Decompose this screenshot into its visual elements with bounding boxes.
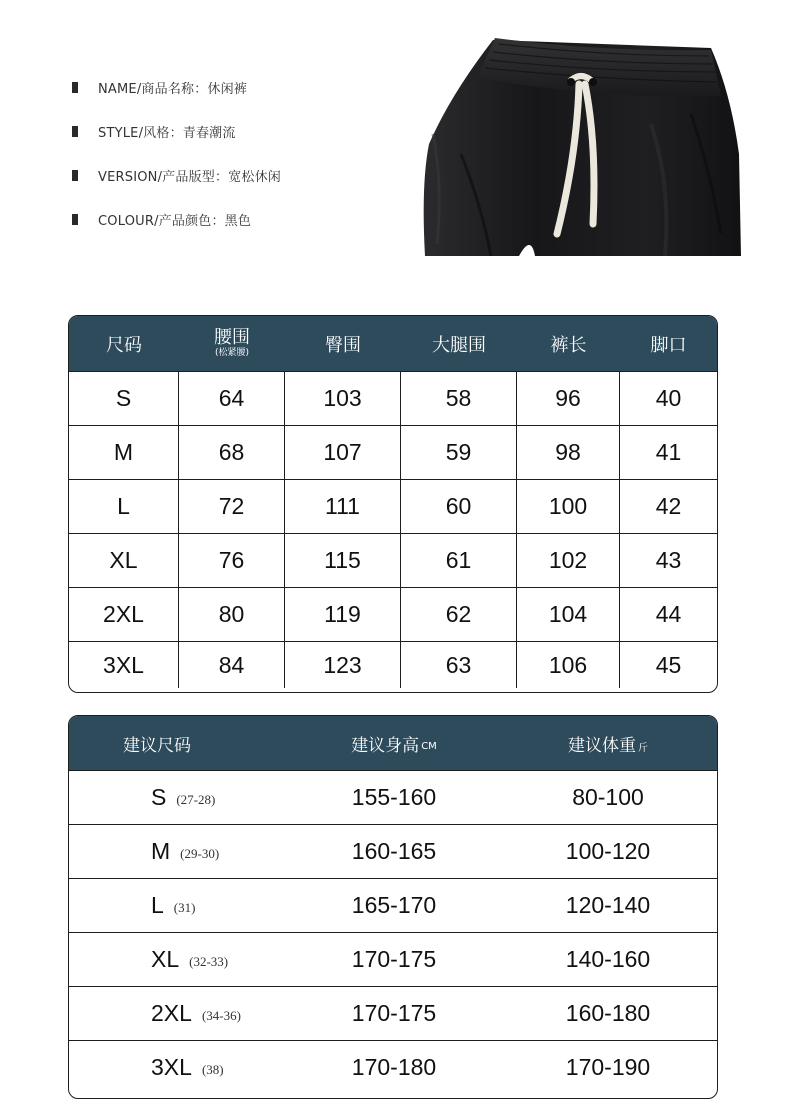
- product-photo: [421, 34, 741, 256]
- table-row: [69, 825, 717, 879]
- cell-weight: 120-140: [565, 892, 651, 918]
- cell-waist: 80: [218, 601, 245, 627]
- cell-height: 165-170: [351, 892, 437, 918]
- waist-note: (松紧腰): [214, 348, 250, 358]
- cell-hem: 42: [655, 493, 682, 519]
- cell-hip: 123: [323, 651, 362, 678]
- cell-length: 104: [548, 601, 588, 627]
- cell-hem: 44: [655, 601, 682, 627]
- cell-waist: 72: [218, 493, 245, 519]
- cell-weight: 100-120: [565, 838, 651, 864]
- cell-height: 155-160: [351, 784, 437, 810]
- info-text: NAME/商品名称：休闲裤: [98, 81, 248, 97]
- recommend-table-header: [69, 716, 717, 771]
- cell-length: 98: [555, 439, 581, 465]
- cell-waist: 84: [218, 651, 245, 678]
- info-row-name: [72, 76, 247, 98]
- table-row: [69, 1041, 717, 1094]
- cell-hem: 45: [655, 651, 682, 678]
- info-text: VERSION/产品版型：宽松休闲: [98, 169, 281, 185]
- header-recommend-weight: 建议体重 斤: [568, 735, 648, 756]
- recommend-table: [68, 715, 718, 1099]
- table-row: [69, 879, 717, 933]
- table-row: [69, 987, 717, 1041]
- cell-thigh: 61: [445, 547, 472, 573]
- cell-height: 160-165: [351, 838, 437, 864]
- header-thigh: 大腿围: [432, 334, 486, 356]
- cell-thigh: 58: [445, 385, 472, 411]
- cell-size: XL: [109, 547, 138, 573]
- header-hem: 脚口: [650, 334, 687, 356]
- cell-hem: 41: [655, 439, 682, 465]
- cell-size: M: [113, 439, 134, 465]
- cell-thigh: 62: [445, 601, 472, 627]
- table-row: [69, 933, 717, 987]
- cell-hip: 111: [325, 493, 360, 519]
- cell-size-range: (31): [173, 899, 196, 915]
- cell-hip: 115: [324, 547, 361, 573]
- cell-weight: 80-100: [572, 784, 644, 810]
- cell-size: 2XL: [103, 601, 144, 627]
- cell-size: L: [151, 892, 164, 918]
- table-row: [69, 534, 717, 588]
- cell-hip: 119: [324, 601, 361, 627]
- cell-height: 170-180: [351, 1054, 437, 1080]
- cell-size: 3XL: [103, 651, 144, 678]
- info-text: COLOUR/产品颜色：黑色: [98, 213, 252, 229]
- table-row: [69, 372, 717, 426]
- cell-thigh: 63: [445, 651, 472, 678]
- cell-weight: 170-190: [565, 1054, 651, 1080]
- table-row: [69, 588, 717, 642]
- cell-weight: 160-180: [565, 1000, 651, 1026]
- header-recommend-size: 建议尺码: [123, 735, 191, 756]
- cell-length: 96: [555, 385, 581, 411]
- cell-waist: 76: [218, 547, 245, 573]
- table-row: [69, 480, 717, 534]
- cell-height: 170-175: [351, 946, 437, 972]
- size-table-header: [69, 316, 717, 372]
- info-row-version: [72, 164, 281, 186]
- cell-size: 3XL: [151, 1054, 192, 1080]
- header-waist: 腰围 (松紧腰): [214, 327, 250, 358]
- table-row: [69, 771, 717, 825]
- info-row-colour: [72, 208, 251, 230]
- bullet-icon: [72, 126, 78, 137]
- size-table: [68, 315, 718, 693]
- header-recommend-height: 建议身高 CM: [351, 735, 437, 756]
- cell-height: 170-175: [351, 1000, 437, 1026]
- cell-length: 106: [548, 651, 588, 678]
- cell-hem: 43: [655, 547, 682, 573]
- cell-size-range: (27-28): [176, 791, 216, 807]
- height-unit: CM: [421, 740, 437, 752]
- cell-thigh: 59: [445, 439, 472, 465]
- cell-size-range: (38): [201, 1061, 224, 1077]
- info-row-style: [72, 120, 236, 142]
- cell-size-range: (29-30): [180, 845, 220, 861]
- cell-length: 100: [548, 493, 588, 519]
- cell-size: S: [151, 784, 167, 810]
- cell-hem: 40: [655, 385, 682, 411]
- cell-hip: 107: [323, 439, 362, 465]
- cell-size: S: [115, 385, 132, 411]
- cell-size-range: (32-33): [189, 953, 229, 969]
- cell-waist: 64: [218, 385, 245, 411]
- cell-waist: 68: [218, 439, 245, 465]
- cell-thigh: 60: [445, 493, 472, 519]
- table-row: [69, 426, 717, 480]
- bullet-icon: [72, 214, 78, 225]
- weight-unit: 斤: [638, 742, 648, 754]
- table-row: [69, 642, 717, 688]
- cell-size: L: [117, 493, 130, 519]
- header-hip: 臀围: [325, 334, 361, 356]
- header-size: 尺码: [106, 334, 142, 356]
- cell-size: 2XL: [151, 1000, 192, 1026]
- bullet-icon: [72, 82, 78, 93]
- bullet-icon: [72, 170, 78, 181]
- cell-size: XL: [151, 946, 180, 972]
- cell-hip: 103: [323, 385, 362, 411]
- cell-size-range: (34-36): [201, 1007, 241, 1023]
- cell-size: M: [151, 838, 171, 864]
- info-text: STYLE/风格：青春潮流: [98, 125, 236, 141]
- header-length: 裤长: [550, 334, 587, 356]
- pants-illustration: [421, 34, 741, 256]
- cell-weight: 140-160: [565, 946, 651, 972]
- cell-length: 102: [548, 547, 588, 573]
